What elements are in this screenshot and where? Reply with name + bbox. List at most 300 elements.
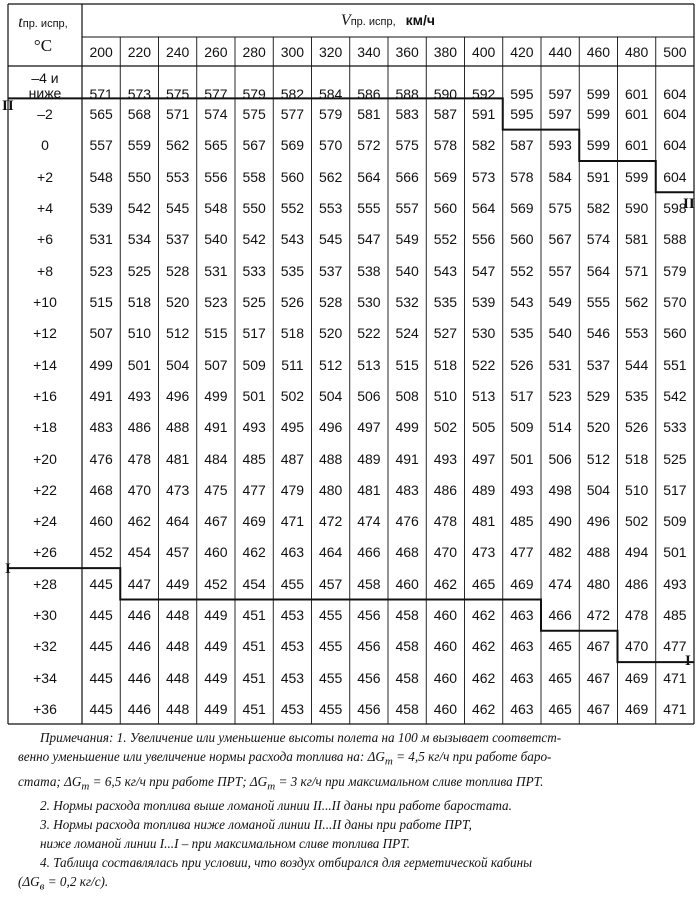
value-cell: 445 [89,669,113,686]
value-cell: 493 [663,575,687,592]
note-1-sub-c: т [267,780,276,793]
value-cell: 548 [89,168,113,185]
value-cell: 512 [318,356,343,373]
value-cell: 526 [280,293,305,310]
value-cell: 604 [663,105,687,122]
value-cell: 466 [357,544,381,561]
value-cell: 565 [89,105,113,122]
value-cell: 564 [357,168,381,185]
value-cell: 493 [433,450,458,467]
value-cell: 454 [127,544,152,561]
value-cell: 533 [242,262,266,279]
speed-header-cell: 380 [433,44,458,60]
temperature-cell: +22 [33,481,57,498]
note-1-sub-a: т [384,755,393,768]
value-cell: 460 [433,638,458,655]
note-4-sub: в [39,880,45,893]
value-cell: 571 [165,105,190,122]
note-3-line-2: ниже ломаной линии I...I – при максимальном сливе топлива ПРТ. [40,836,410,852]
value-cell: 543 [433,262,458,279]
value-cell: 581 [357,105,381,122]
value-cell: 582 [471,137,496,154]
value-cell: 534 [127,231,152,248]
value-cell: 482 [548,544,572,561]
value-cell: 515 [395,356,419,373]
value-cell: 523 [204,293,228,310]
value-cell: 599 [586,137,611,154]
value-cell: 480 [586,575,611,592]
value-cell: 564 [471,199,496,216]
value-cell: 550 [242,199,266,216]
value-cell: 535 [280,262,305,279]
value-cell: 567 [242,137,266,154]
value-cell: 477 [510,544,534,561]
note-1-line-3 [18,772,688,797]
value-cell: 513 [357,356,381,373]
value-cell: 446 [127,638,152,655]
value-cell: 511 [281,356,304,373]
value-cell: 595 [510,86,534,102]
value-cell: 474 [548,575,572,592]
speed-subscript: пр. испр, [350,16,396,28]
note-1-line-3-mid: = 6,5 кг/ч при работе ПРТ; ΔG [89,773,268,789]
value-cell: 599 [586,86,611,102]
value-cell: 451 [242,669,266,686]
speed-header-cell: 420 [510,44,534,60]
value-cell: 578 [510,168,534,185]
note-1-line-2-text: венно уменьшение или увеличение нормы расхода топлива на: ΔG [18,749,385,764]
value-cell: 518 [127,293,152,310]
temperature-cell: +26 [33,544,57,561]
value-cell: 455 [318,607,343,624]
value-cell: 553 [318,199,343,216]
value-cell: 542 [663,387,687,404]
value-cell: 468 [89,481,113,498]
value-cell: 481 [357,481,381,498]
temperature-cell: +32 [33,638,57,655]
value-cell: 535 [624,387,649,404]
value-cell: 520 [165,293,190,310]
value-cell: 463 [510,638,534,655]
value-cell: 535 [510,325,534,342]
value-cell: 496 [318,419,343,436]
value-cell: 463 [510,701,534,718]
value-cell: 571 [624,262,649,279]
value-cell: 460 [433,669,458,686]
value-cell: 458 [395,638,419,655]
value-cell: 494 [624,544,649,561]
value-cell: 510 [433,387,458,404]
value-cell: 591 [586,168,611,185]
value-cell: 501 [663,544,687,561]
value-cell: 486 [624,575,649,592]
value-cell: 535 [433,293,458,310]
value-cell: 493 [242,419,266,436]
value-cell: 446 [127,669,152,686]
value-cell: 469 [510,575,534,592]
value-cell: 569 [510,199,534,216]
value-cell: 472 [318,513,343,530]
value-cell: 480 [318,481,343,498]
value-cell: 599 [586,105,611,122]
value-cell: 479 [280,481,305,498]
value-cell: 537 [318,262,343,279]
value-cell: 473 [471,544,496,561]
value-cell: 581 [624,231,649,248]
value-cell: 507 [204,356,228,373]
value-cell: 551 [663,356,687,373]
note-4-line-2-text: (ΔG [18,874,40,890]
value-cell: 520 [586,419,611,436]
value-cell: 470 [127,481,152,498]
value-cell: 601 [624,137,649,154]
value-cell: 555 [357,199,381,216]
value-cell: 604 [663,168,687,185]
value-cell: 486 [433,481,458,498]
value-cell: 457 [318,575,343,592]
value-cell: 465 [548,669,572,686]
value-cell: 562 [165,137,190,154]
value-cell: 539 [471,293,496,310]
value-cell: 577 [280,105,305,122]
value-cell: 556 [471,231,496,248]
value-cell: 552 [280,199,305,216]
value-cell: 582 [586,199,611,216]
value-cell: 559 [127,137,152,154]
value-cell: 553 [624,325,649,342]
value-cell: 454 [242,575,266,592]
value-cell: 514 [548,419,572,436]
value-cell: 453 [280,638,305,655]
value-cell: 597 [548,105,572,122]
value-cell: 470 [624,638,649,655]
value-cell: 579 [318,105,343,122]
value-cell: 588 [395,86,419,102]
value-cell: 582 [280,86,305,102]
value-cell: 575 [395,137,419,154]
temperature-cell: 0 [41,137,49,154]
value-cell: 460 [433,607,458,624]
value-cell: 557 [89,137,113,154]
value-cell: 456 [357,669,381,686]
value-cell: 467 [586,638,611,655]
value-cell: 456 [357,607,381,624]
value-cell: 540 [395,262,419,279]
value-cell: 473 [165,481,190,498]
value-cell: 556 [204,168,228,185]
value-cell: 451 [242,607,266,624]
speed-header-cell: 460 [586,44,611,60]
speed-header-cell: 200 [89,44,113,60]
value-cell: 502 [624,513,649,530]
line-mark-ii-left: II [2,98,14,114]
value-cell: 548 [204,199,228,216]
value-cell: 518 [433,356,458,373]
value-cell: 460 [433,701,458,718]
value-cell: 457 [165,544,190,561]
temperature-cell: –4 и ниже [28,70,62,101]
speed-header-cell: 320 [318,44,343,60]
value-cell: 467 [204,513,228,530]
value-cell: 577 [204,86,228,102]
value-cell: 510 [127,325,152,342]
temperature-cell: +34 [33,669,57,686]
value-cell: 499 [204,387,228,404]
speed-header-cell: 440 [548,44,572,60]
temperature-cell: +36 [33,701,57,718]
value-cell: 448 [165,669,190,686]
speed-header-cell: 400 [471,44,496,60]
note-1-sub-b: т [81,780,90,793]
speed-header-cell: 500 [663,44,687,60]
value-cell: 558 [242,168,266,185]
value-cell: 560 [280,168,305,185]
value-cell: 564 [586,262,611,279]
value-cell: 463 [510,669,534,686]
value-cell: 495 [280,419,305,436]
value-cell: 455 [318,701,343,718]
value-cell: 448 [165,638,190,655]
value-cell: 573 [471,168,496,185]
value-cell: 542 [127,199,152,216]
temperature-subscript: пр. испр, [22,18,68,30]
value-cell: 509 [663,513,687,530]
value-cell: 445 [89,607,113,624]
value-cell: 456 [357,701,381,718]
value-cell: 475 [204,481,228,498]
value-cell: 505 [471,419,496,436]
value-cell: 460 [204,544,228,561]
value-cell: 569 [433,168,458,185]
temperature-cell: +14 [33,356,57,373]
value-cell: 462 [127,513,152,530]
value-cell: 574 [586,231,611,248]
value-cell: 507 [89,325,113,342]
value-cell: 529 [586,387,611,404]
line-mark-i-left: I [5,561,11,577]
value-cell: 477 [242,481,266,498]
value-cell: 491 [204,419,228,436]
value-cell: 524 [395,325,419,342]
temperature-cell: +4 [37,199,53,216]
temperature-cell: +18 [33,419,57,436]
value-cell: 599 [624,168,649,185]
value-cell: 545 [165,199,190,216]
value-cell: 593 [548,137,572,154]
value-cell: 504 [586,481,611,498]
value-cell: 512 [586,450,611,467]
temperature-cell: +24 [33,513,57,530]
value-cell: 483 [89,419,113,436]
value-cell: 458 [395,607,419,624]
value-cell: 583 [395,105,419,122]
value-cell: 578 [433,137,458,154]
value-cell: 547 [357,231,381,248]
value-cell: 523 [548,387,572,404]
value-cell: 478 [624,607,649,624]
value-cell: 462 [471,701,496,718]
value-cell: 463 [280,544,305,561]
value-cell: 497 [471,450,496,467]
speed-header-cell: 480 [624,44,649,60]
value-cell: 601 [624,105,649,122]
speed-header-cell: 340 [357,44,381,60]
value-cell: 445 [89,701,113,718]
value-cell: 476 [89,450,113,467]
value-cell: 517 [663,481,687,498]
value-cell: 476 [395,513,419,530]
value-cell: 540 [548,325,572,342]
value-cell: 460 [89,513,113,530]
value-cell: 571 [89,86,113,102]
value-cell: 453 [280,607,305,624]
value-cell: 448 [165,701,190,718]
value-cell: 539 [89,199,113,216]
value-cell: 518 [280,325,305,342]
value-cell: 533 [663,419,687,436]
temperature-header [8,14,78,57]
value-cell: 522 [357,325,381,342]
value-cell: 531 [548,356,572,373]
value-cell: 590 [624,199,649,216]
value-cell: 586 [357,86,381,102]
value-cell: 490 [548,513,572,530]
value-cell: 562 [318,168,343,185]
value-cell: 447 [127,575,152,592]
value-cell: 485 [663,607,687,624]
value-cell: 501 [242,387,266,404]
value-cell: 553 [165,168,190,185]
value-cell: 502 [433,419,458,436]
value-cell: 543 [510,293,534,310]
value-cell: 458 [395,701,419,718]
value-cell: 497 [357,419,381,436]
value-cell: 515 [89,293,113,310]
value-cell: 530 [471,325,496,342]
value-cell: 597 [548,86,572,102]
value-cell: 445 [89,575,113,592]
value-cell: 543 [280,231,305,248]
value-cell: 499 [89,356,113,373]
note-1-line-3-rest: = 3 кг/ч при максимальном сливе топлива ПРТ. [275,773,544,789]
value-cell: 579 [242,86,266,102]
value-cell: 523 [89,262,113,279]
value-cell: 493 [510,481,534,498]
note-1-line-3-text: стата; ΔG [18,773,82,789]
value-cell: 452 [89,544,113,561]
value-cell: 464 [318,544,343,561]
value-cell: 544 [624,356,649,373]
temperature-cell: +2 [37,168,53,185]
value-cell: 513 [471,387,496,404]
speed-unit: км/ч [405,12,436,28]
value-cell: 557 [548,262,572,279]
value-cell: 489 [357,450,381,467]
temperature-cell: +12 [33,325,57,342]
value-cell: 546 [586,325,611,342]
value-cell: 453 [280,701,305,718]
value-cell: 566 [395,168,419,185]
value-cell: 595 [510,105,534,122]
value-cell: 465 [548,701,572,718]
note-1-line-1: Примечания: 1. Увеличение или уменьшение высоты полета на 100 м вызывает соответст- [40,730,562,745]
value-cell: 465 [548,638,572,655]
value-cell: 575 [165,86,190,102]
value-cell: 483 [395,481,419,498]
value-cell: 504 [318,387,343,404]
value-cell: 506 [548,450,572,467]
value-cell: 547 [471,262,496,279]
value-cell: 449 [204,638,228,655]
value-cell: 560 [663,325,687,342]
temperature-cell: +8 [37,262,53,279]
value-cell: 572 [357,137,381,154]
value-cell: 455 [280,575,305,592]
temperature-cell: +20 [33,450,57,467]
value-cell: 565 [204,137,228,154]
value-cell: 588 [663,231,687,248]
value-cell: 575 [242,105,266,122]
value-cell: 562 [624,293,649,310]
value-cell: 449 [165,575,190,592]
value-cell: 574 [204,105,228,122]
value-cell: 590 [433,86,458,102]
value-cell: 526 [510,356,534,373]
value-cell: 471 [663,669,687,686]
value-cell: 528 [318,293,343,310]
value-cell: 525 [127,262,152,279]
value-cell: 460 [395,575,419,592]
value-cell: 468 [395,544,419,561]
value-cell: 456 [357,638,381,655]
notes [18,728,688,897]
value-cell: 477 [663,638,687,655]
value-cell: 449 [204,669,228,686]
value-cell: 509 [242,356,266,373]
value-cell: 478 [433,513,458,530]
value-cell: 552 [433,231,458,248]
value-cell: 570 [663,293,687,310]
speed-header-cell: 260 [204,44,228,60]
value-cell: 549 [548,293,572,310]
value-cell: 493 [127,387,152,404]
value-cell: 587 [510,137,534,154]
value-cell: 466 [548,607,572,624]
value-cell: 467 [586,701,611,718]
value-cell: 451 [242,638,266,655]
value-cell: 520 [318,325,343,342]
note-1-line-2 [18,747,688,772]
value-cell: 485 [242,450,266,467]
value-cell: 487 [280,450,305,467]
value-cell: 525 [242,293,266,310]
value-cell: 469 [624,669,649,686]
value-cell: 452 [204,575,228,592]
value-cell: 560 [433,199,458,216]
value-cell: 530 [357,293,381,310]
value-cell: 604 [663,86,687,102]
temperature-cell: +28 [33,575,57,592]
value-cell: 462 [471,638,496,655]
value-cell: 510 [624,481,649,498]
temperature-cell: +16 [33,387,57,404]
value-cell: 481 [165,450,190,467]
value-cell: 550 [127,168,152,185]
speed-header-cell: 360 [395,44,419,60]
note-2: 2. Нормы расхода топлива выше ломаной линии II...II даны при работе баростата. [40,798,512,814]
value-cell: 545 [318,231,343,248]
value-cell: 508 [395,387,419,404]
